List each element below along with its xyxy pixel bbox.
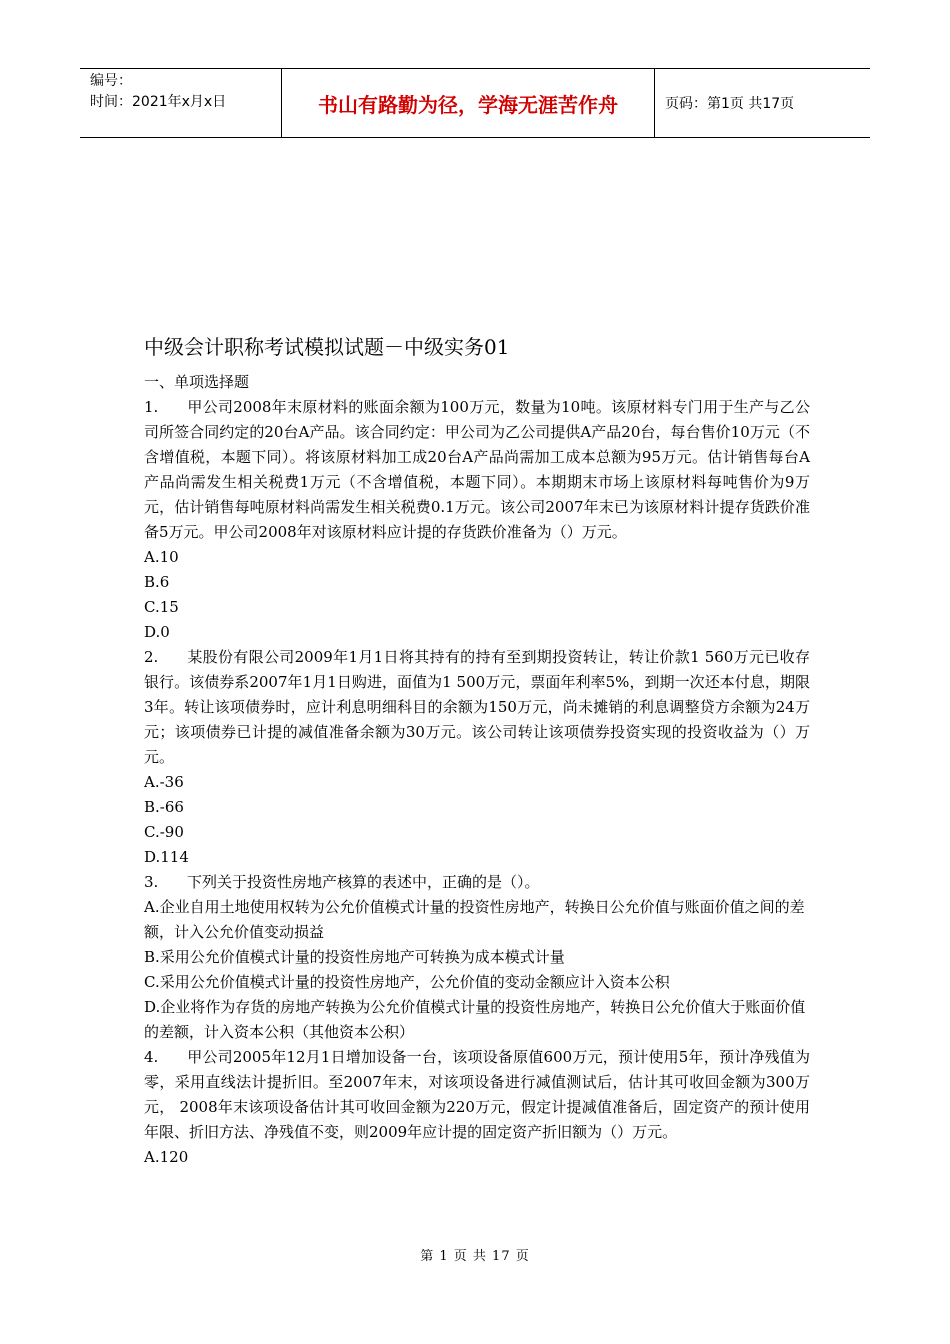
question-item bbox=[144, 870, 810, 895]
answer-option: C.采用公允价值模式计量的投资性房地产，公允价值的变动金额应计入资本公积 bbox=[144, 973, 670, 991]
answer-option: A.-36 bbox=[144, 773, 184, 791]
question-text: 甲公司2005年12月1日增加设备一台，该项设备原值600万元，预计使用5年，预计净残值为零，采用直线法计提折旧。至2007年末，对该项设备进行减值测试后，估计其可收回金额为300万元， 2008年末该项设备估计其可收回金额为220万元，假定计提减值准备后，固定资产的预计使用年限、折旧方法、净残值不变，则2009年应计提的固定资产折旧额为（）万元。 bbox=[144, 1048, 810, 1141]
question-text: 甲公司2008年末原材料的账面余额为100万元，数量为10吨。该原材料专门用于生产与乙公司所签合同约定的20台A产品。该合同约定：甲公司为乙公司提供A产品20台，每台售价10万元（不含增值税，本题下同）。将该原材料加工成20台A产品尚需加工成本总额为95万元。估计销售每台A产品尚需发生相关税费1万元（不含增值税，本题下同）。本期期末市场上该原材料每吨售价为9万元，估计销售每吨原材料尚需发生相关税费0.1万元。该公司2007年末已为该原材料计提存货跌价准备5万元。甲公司2008年对该原材料应计提的存货跌价准备为（）万元。 bbox=[144, 398, 810, 541]
number-label: 编号： bbox=[90, 73, 132, 89]
question-item bbox=[144, 395, 810, 545]
question-number: 1. bbox=[144, 398, 159, 416]
document-body bbox=[144, 332, 810, 1170]
question-list bbox=[144, 395, 810, 1170]
header-meta-cell bbox=[80, 69, 282, 137]
question-text: 某股份有限公司2009年1月1日将其持有的持有至到期投资转让，转让价款1 560万元已收存银行。该债券系2007年1月1日购进，面值为1 500万元，票面年利率5%，到期一次还本付息，期限3年。转让该项债券时，应计利息明细科目的余额为150万元，尚未摊销的利息调整贷方余额为24万元；该项债券已计提的减值准备余额为30万元。该公司转让该项债券投资实现的投资收益为（）万元。 bbox=[144, 648, 810, 766]
answer-option: B.-66 bbox=[144, 798, 184, 816]
header-page-label: 页码：第1页 共17页 bbox=[665, 96, 795, 112]
answer-option: A.10 bbox=[144, 548, 179, 566]
answer-option: A.120 bbox=[144, 1148, 189, 1166]
question-number: 4. bbox=[144, 1048, 159, 1066]
answer-option: B.6 bbox=[144, 573, 170, 591]
header-motto: 书山有路勤为径，学海无涯苦作舟 bbox=[282, 69, 655, 137]
question-item bbox=[144, 1045, 810, 1145]
question-number: 2. bbox=[144, 648, 159, 666]
answer-option: A.企业自用土地使用权转为公允价值模式计量的投资性房地产，转换日公允价值与账面价值之间的差额，计入公允价值变动损益 bbox=[144, 898, 805, 941]
question-item bbox=[144, 645, 810, 770]
answer-option: D.企业将作为存货的房地产转换为公允价值模式计量的投资性房地产，转换日公允价值大于账面价值的差额，计入资本公积（其他资本公积） bbox=[144, 998, 806, 1041]
question-text: 下列关于投资性房地产核算的表述中，正确的是（）。 bbox=[187, 873, 540, 891]
date-label: 时间：2021年x月x日 bbox=[90, 94, 227, 110]
page-footer: 第 1 页 共 17 页 bbox=[420, 1249, 530, 1264]
answer-option: C.-90 bbox=[144, 823, 184, 841]
section-heading: 一、单项选择题 bbox=[144, 373, 250, 391]
answer-option: D.114 bbox=[144, 848, 189, 866]
answer-option: D.0 bbox=[144, 623, 170, 641]
question-number: 3. bbox=[144, 873, 159, 891]
answer-option: B.采用公允价值模式计量的投资性房地产可转换为成本模式计量 bbox=[144, 948, 565, 966]
answer-option: C.15 bbox=[144, 598, 179, 616]
page-header bbox=[80, 68, 870, 138]
document-title: 中级会计职称考试模拟试题－中级实务01 bbox=[144, 335, 510, 359]
